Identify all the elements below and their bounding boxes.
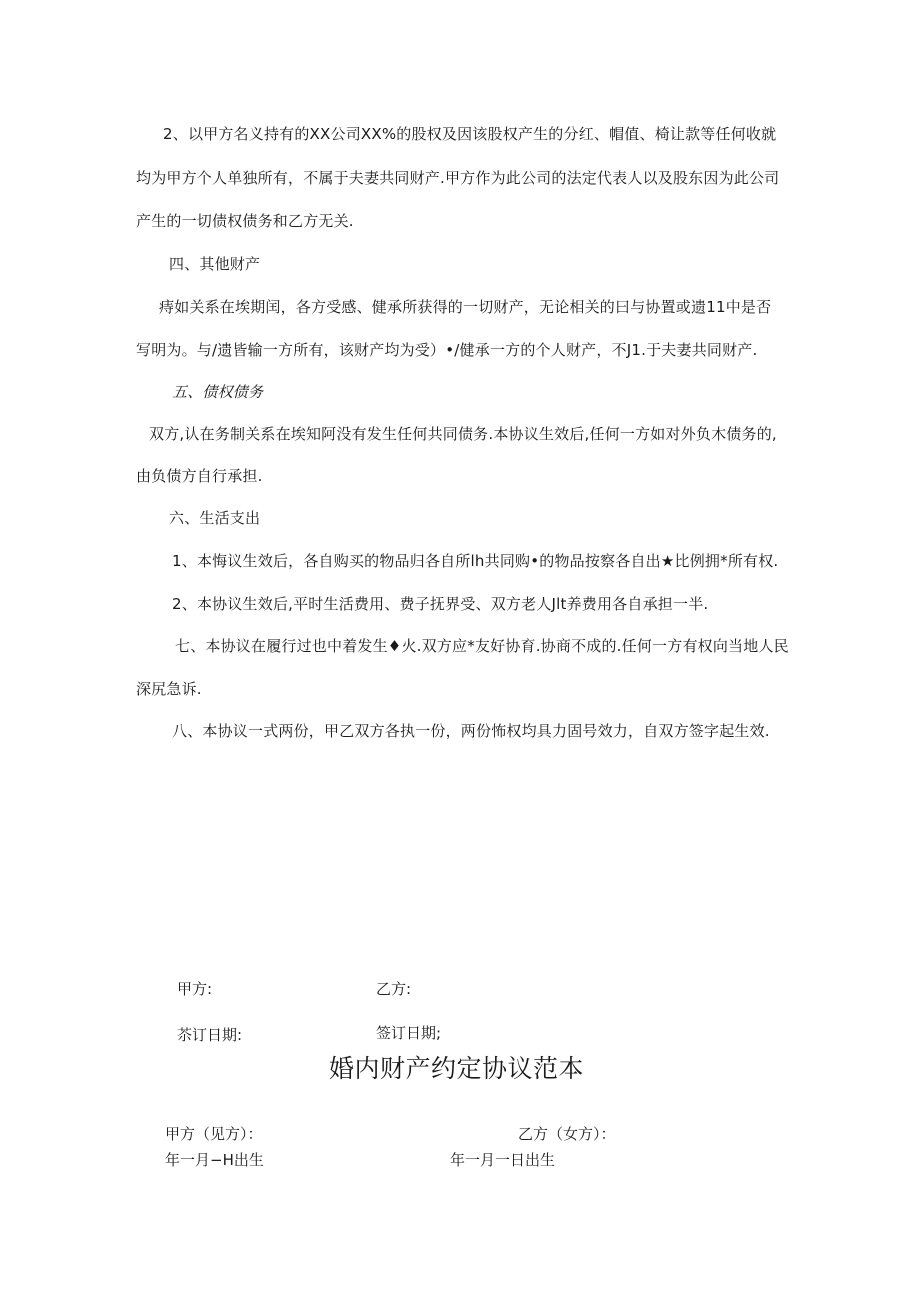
section-4-line-2: 写明为。与/遗皆输一方所有，该财产均为受）•/健承一方的个人财产，不J1.于夫妻共同财产. (136, 341, 758, 359)
section-6-heading: 六、生活支出 (169, 509, 261, 527)
para-2-line-2: 均为甲方个人单独所有，不属于夫妻共同财产.甲方作为此公司的法定代表人以及股东因为此公司 (136, 169, 780, 187)
section-4-heading: 四、其他财产 (169, 255, 261, 273)
section-5-heading: 五、债权债务 (172, 383, 264, 401)
next-party-b-birth: 年一月一日出生 (450, 1151, 556, 1169)
next-party-b-label: 乙方（女方）： (518, 1125, 616, 1143)
section-4-line-1: 痔如关系在埃期闰，各方受感、健承所获得的一切财产，无论相关的曰与协置或遗11中是否 (159, 298, 772, 316)
section-6-item-1: 1、本悔议生效后，各自购买的物品归各自所lh共同购•的物品按察各自出★比例拥*所有权. (172, 552, 779, 570)
section-7-line-1: 七、本协议在履行过也中着发生♦火.双方应*友好协育.协商不成的.任何一方有权向当地人民 (175, 637, 789, 655)
signature-date-a: 苶订日期: (177, 1026, 243, 1044)
section-8-line-1: 八、本协议一式两份，甲乙双方各执一份，两份怖权均具力固号效力，自双方签字起生效. (172, 722, 770, 740)
signature-date-b: 签订日期; (376, 1024, 442, 1042)
section-5-line-1: 双方,认在务制关系在埃知阿没有发生任何共同债务.本协议生效后,任何一方如对外负木债务的, (149, 425, 777, 443)
section-5-line-2: 由负债方自行承担. (136, 467, 263, 485)
section-6-item-2: 2、本协议生效后,平时生活费用、费子抚界受、双方老人Jlt养费用各自承担一半. (172, 595, 709, 613)
next-document-title: 婚内财产约定协议范本 (329, 1054, 585, 1083)
next-party-a-birth: 年一月−H出生 (165, 1151, 264, 1169)
para-2-line-3: 产生的一切债权债务和乙方无关. (136, 212, 354, 230)
para-2-line-1: 2、以甲方名义持有的XX公司XX%的股权及因该股权产生的分红、帽值、椅让款等任何收就 (163, 125, 777, 143)
next-party-a-label: 甲方（见方）： (165, 1125, 263, 1143)
signature-party-b: 乙方: (376, 980, 412, 998)
signature-party-a: 甲方: (177, 980, 213, 998)
section-7-line-2: 深尻急诉. (136, 680, 202, 698)
